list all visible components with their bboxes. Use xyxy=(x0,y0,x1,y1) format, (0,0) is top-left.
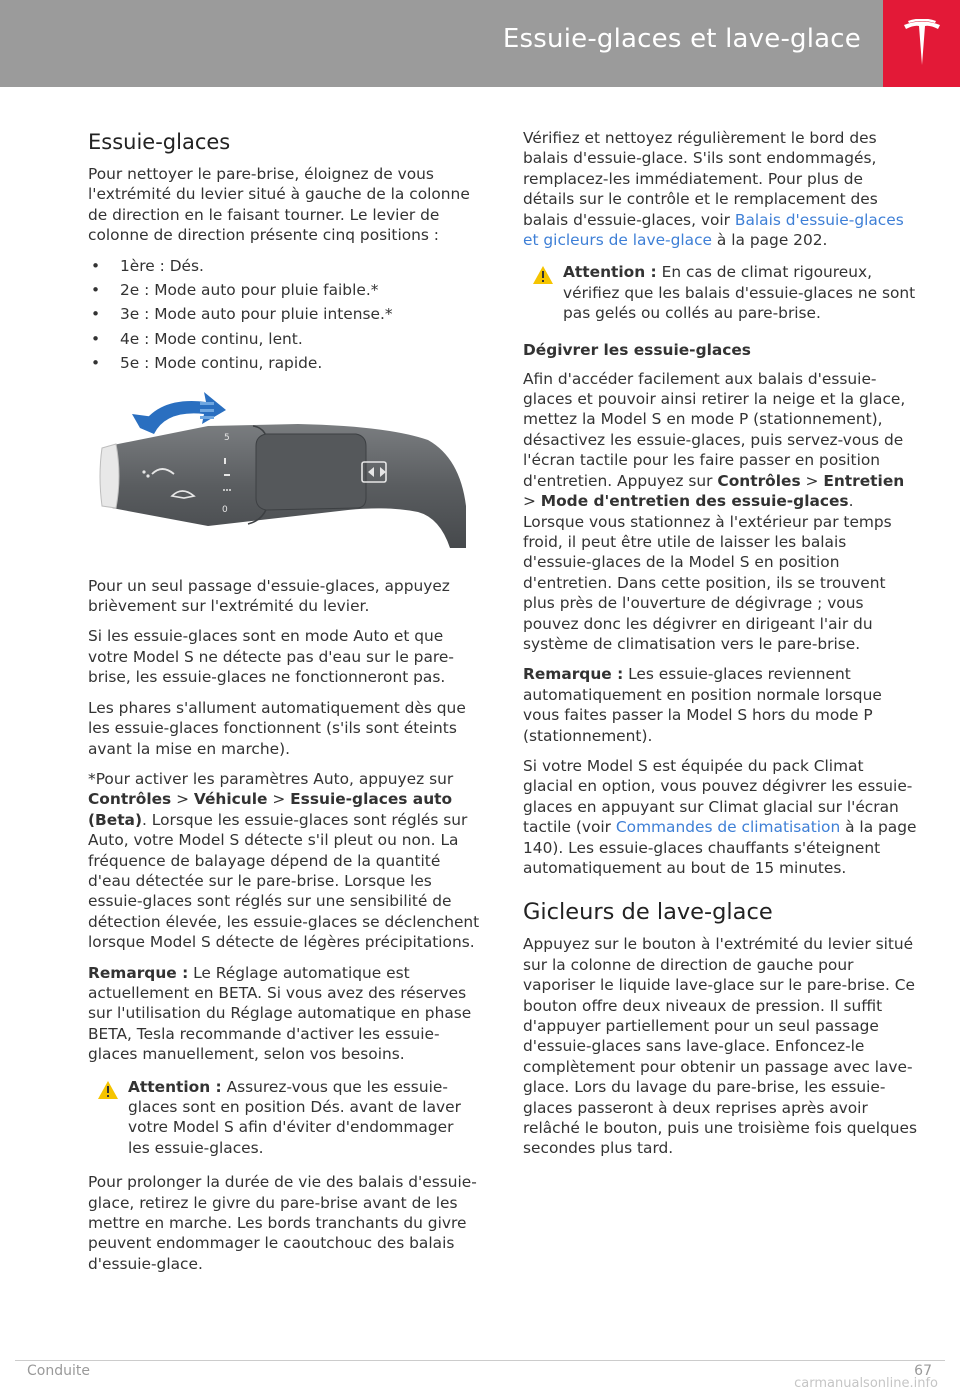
list-item: • 5e : Mode continu, rapide. xyxy=(88,353,480,373)
page-header xyxy=(0,0,883,87)
list-item: • 4e : Mode continu, lent. xyxy=(88,329,480,349)
washer-paragraph: Appuyez sur le bouton à l'extrémité du levier situé sur la colonne de direction de gauche pour vaporiser le liquide lave-glace sur le pare-brise. Ce bouton offre deux niveaux de pression. Il suffit d'appuyer partiellement pour un seul passage d'essuie-glaces sans lave-glace. Enfoncez-le complètement pour obtenir un passage avec lave-glace. Lors du lavage du pare-brise, les essuie-glaces passeront à deux reprises après avoir relâché le bouton, puis une troisième fois quelques secondes plus tard. xyxy=(523,935,918,1158)
cold-climate-paragraph: Si votre Model S est équipée du pack Climat glacial en option, vous pouvez dégivrer les essuie-glaces en appuyant sur Climat glacial sur l'écran tactile (voir Commandes de climatisation à la page 140). Les essuie-glaces chauffants s'éteignent automatiquement au bout de 15 minutes. xyxy=(523,756,917,877)
service-mode-note: Remarque : Les essuie-glaces reviennent automatiquement en position normale lorsque vous faites passer la Model S hors du mode P (stationnement). xyxy=(523,665,882,745)
defrost-paragraph: Afin d'accéder facilement aux balais d'essuie-glaces et pouvoir ainsi retirer la neige et la glace, mettez la Model S en mode P (stationnement), désactivez les essuie-glaces, puis servez-vous de l'écran tactile pour les faire passer en position d'entretien. Appuyez sur Contrôles > Entretien > Mode d'entretien des essuie-glaces. Lorsque vous stationnez à l'extérieur par temps froid, il peut être utile de laisser les balais d'essuie-glaces de la Model S en position d'entretien. Dans cette position, ils se trouvent plus près de l'ouverture de dégivrage ; vous pouvez donc les dégivrer en dirigeant l'air du système de climatisation vers le pare-brise. xyxy=(523,369,906,653)
defrost-heading: Dégivrer les essuie-glaces xyxy=(523,340,751,359)
page-number: 67 xyxy=(914,1363,932,1379)
caution-frozen-blades: Attention : En cas de climat rigoureux, vérifiez que les balais d'essuie-glaces ne sont pas gelés ou collés au pare-brise. xyxy=(523,262,918,323)
footer-divider xyxy=(15,1360,945,1361)
footer-section: Conduite xyxy=(27,1363,90,1379)
menu-controls: Contrôles xyxy=(88,790,172,809)
auto-settings-paragraph: *Pour activer les paramètres Auto, appuyez sur Contrôles > Véhicule > Essuie-glaces auto (Beta). Lorsque les essuie-glaces sont réglés sur Auto, votre Model S détecte s'il pleut ou non. La fréquence de balayage dépend de la quantité d'eau détectée sur le pare-brise. Lorsque les essuie-glaces sont réglés sur une sensibilité de détection élevée, les essuie-glaces se déclenchent lorsque Model S détecte de légères précipitations. xyxy=(88,769,480,952)
warning-icon xyxy=(97,1080,119,1100)
wipers-intro: Pour nettoyer le pare-brise, éloignez de vous l'extrémité du levier situé à gauche de la colonne de direction en le faisant tourner. Le levier de colonne de direction présente cinq positions : xyxy=(88,165,470,245)
menu-wiper-service-mode: Mode d'entretien des essuie-glaces xyxy=(540,492,849,511)
wiper-stalk-illustration xyxy=(88,388,480,558)
list-item: • 2e : Mode auto pour pluie faible.* xyxy=(88,280,480,300)
wiper-positions-list xyxy=(88,256,480,374)
headlights-paragraph: Les phares s'allument automatiquement dès que les essuie-glaces fonctionnent (s'ils sont éteints avant la mise en marche). xyxy=(88,698,466,758)
warning-icon xyxy=(532,265,554,285)
section-heading-washers: Gicleurs de lave-glace xyxy=(523,899,773,926)
blade-check-paragraph: Vérifiez et nettoyez régulièrement le bord des balais d'essuie-glace. S'ils sont endommagés, remplacez-les immédiatement. Pour plus de détails sur le contrôle et le remplacement des balais d'essuie-glaces, voir Balais d'essuie-glaces et gicleurs de lave-glace à la page 202. xyxy=(523,129,904,250)
position-5-label: 5 xyxy=(224,432,230,443)
menu-service: Entretien xyxy=(823,471,905,490)
right-column xyxy=(523,128,918,1169)
list-item: • 1ère : Dés. xyxy=(88,256,480,276)
caution-car-wash: Attention : Assurez-vous que les essuie-glaces sont en position Dés. avant de laver votre Model S afin d'éviter d'endommager les essuie-glaces. xyxy=(88,1077,480,1159)
left-column xyxy=(88,128,480,1284)
position-0-label: 0 xyxy=(222,504,228,515)
brand-logo-block xyxy=(883,0,960,87)
link-wiper-blades[interactable]: Balais d'essuie-glaces et gicleurs de lave-glace xyxy=(523,210,904,250)
beta-note: Remarque : Le Réglage automatique est actuellement en BETA. Si vous avez des réserves sur l'utilisation du Réglage automatique en phase BETA, Tesla recommande d'activer les essuie-glaces manuellement, selon vos besoins. xyxy=(88,963,472,1064)
frost-paragraph: Pour prolonger la durée de vie des balais d'essuie-glace, retirez le givre du pare-brise avant de les mettre en marche. Les bords tranchants du givre peuvent endommager le caoutchouc des balais d'essuie-glace. xyxy=(88,1173,477,1273)
menu-auto-wipers: Essuie-glaces auto (Beta) xyxy=(88,790,453,829)
single-wipe-paragraph: Pour un seul passage d'essuie-glaces, appuyez brièvement sur l'extrémité du levier. xyxy=(88,576,450,616)
auto-mode-paragraph: Si les essuie-glaces sont en mode Auto et que votre Model S ne détecte pas d'eau sur le pare-brise, les essuie-glaces ne fonctionneront pas. xyxy=(88,627,454,687)
menu-vehicle: Véhicule xyxy=(193,790,268,809)
tesla-logo-icon xyxy=(902,19,942,67)
section-heading-wipers: Essuie-glaces xyxy=(88,130,231,154)
list-item: • 3e : Mode auto pour pluie intense.* xyxy=(88,304,480,324)
menu-controls: Contrôles xyxy=(717,471,801,490)
page-title: Essuie-glaces et lave-glace xyxy=(502,24,861,54)
watermark: carmanualsonline.info xyxy=(794,1376,938,1391)
link-climate-controls[interactable]: Commandes de climatisation xyxy=(615,818,841,837)
